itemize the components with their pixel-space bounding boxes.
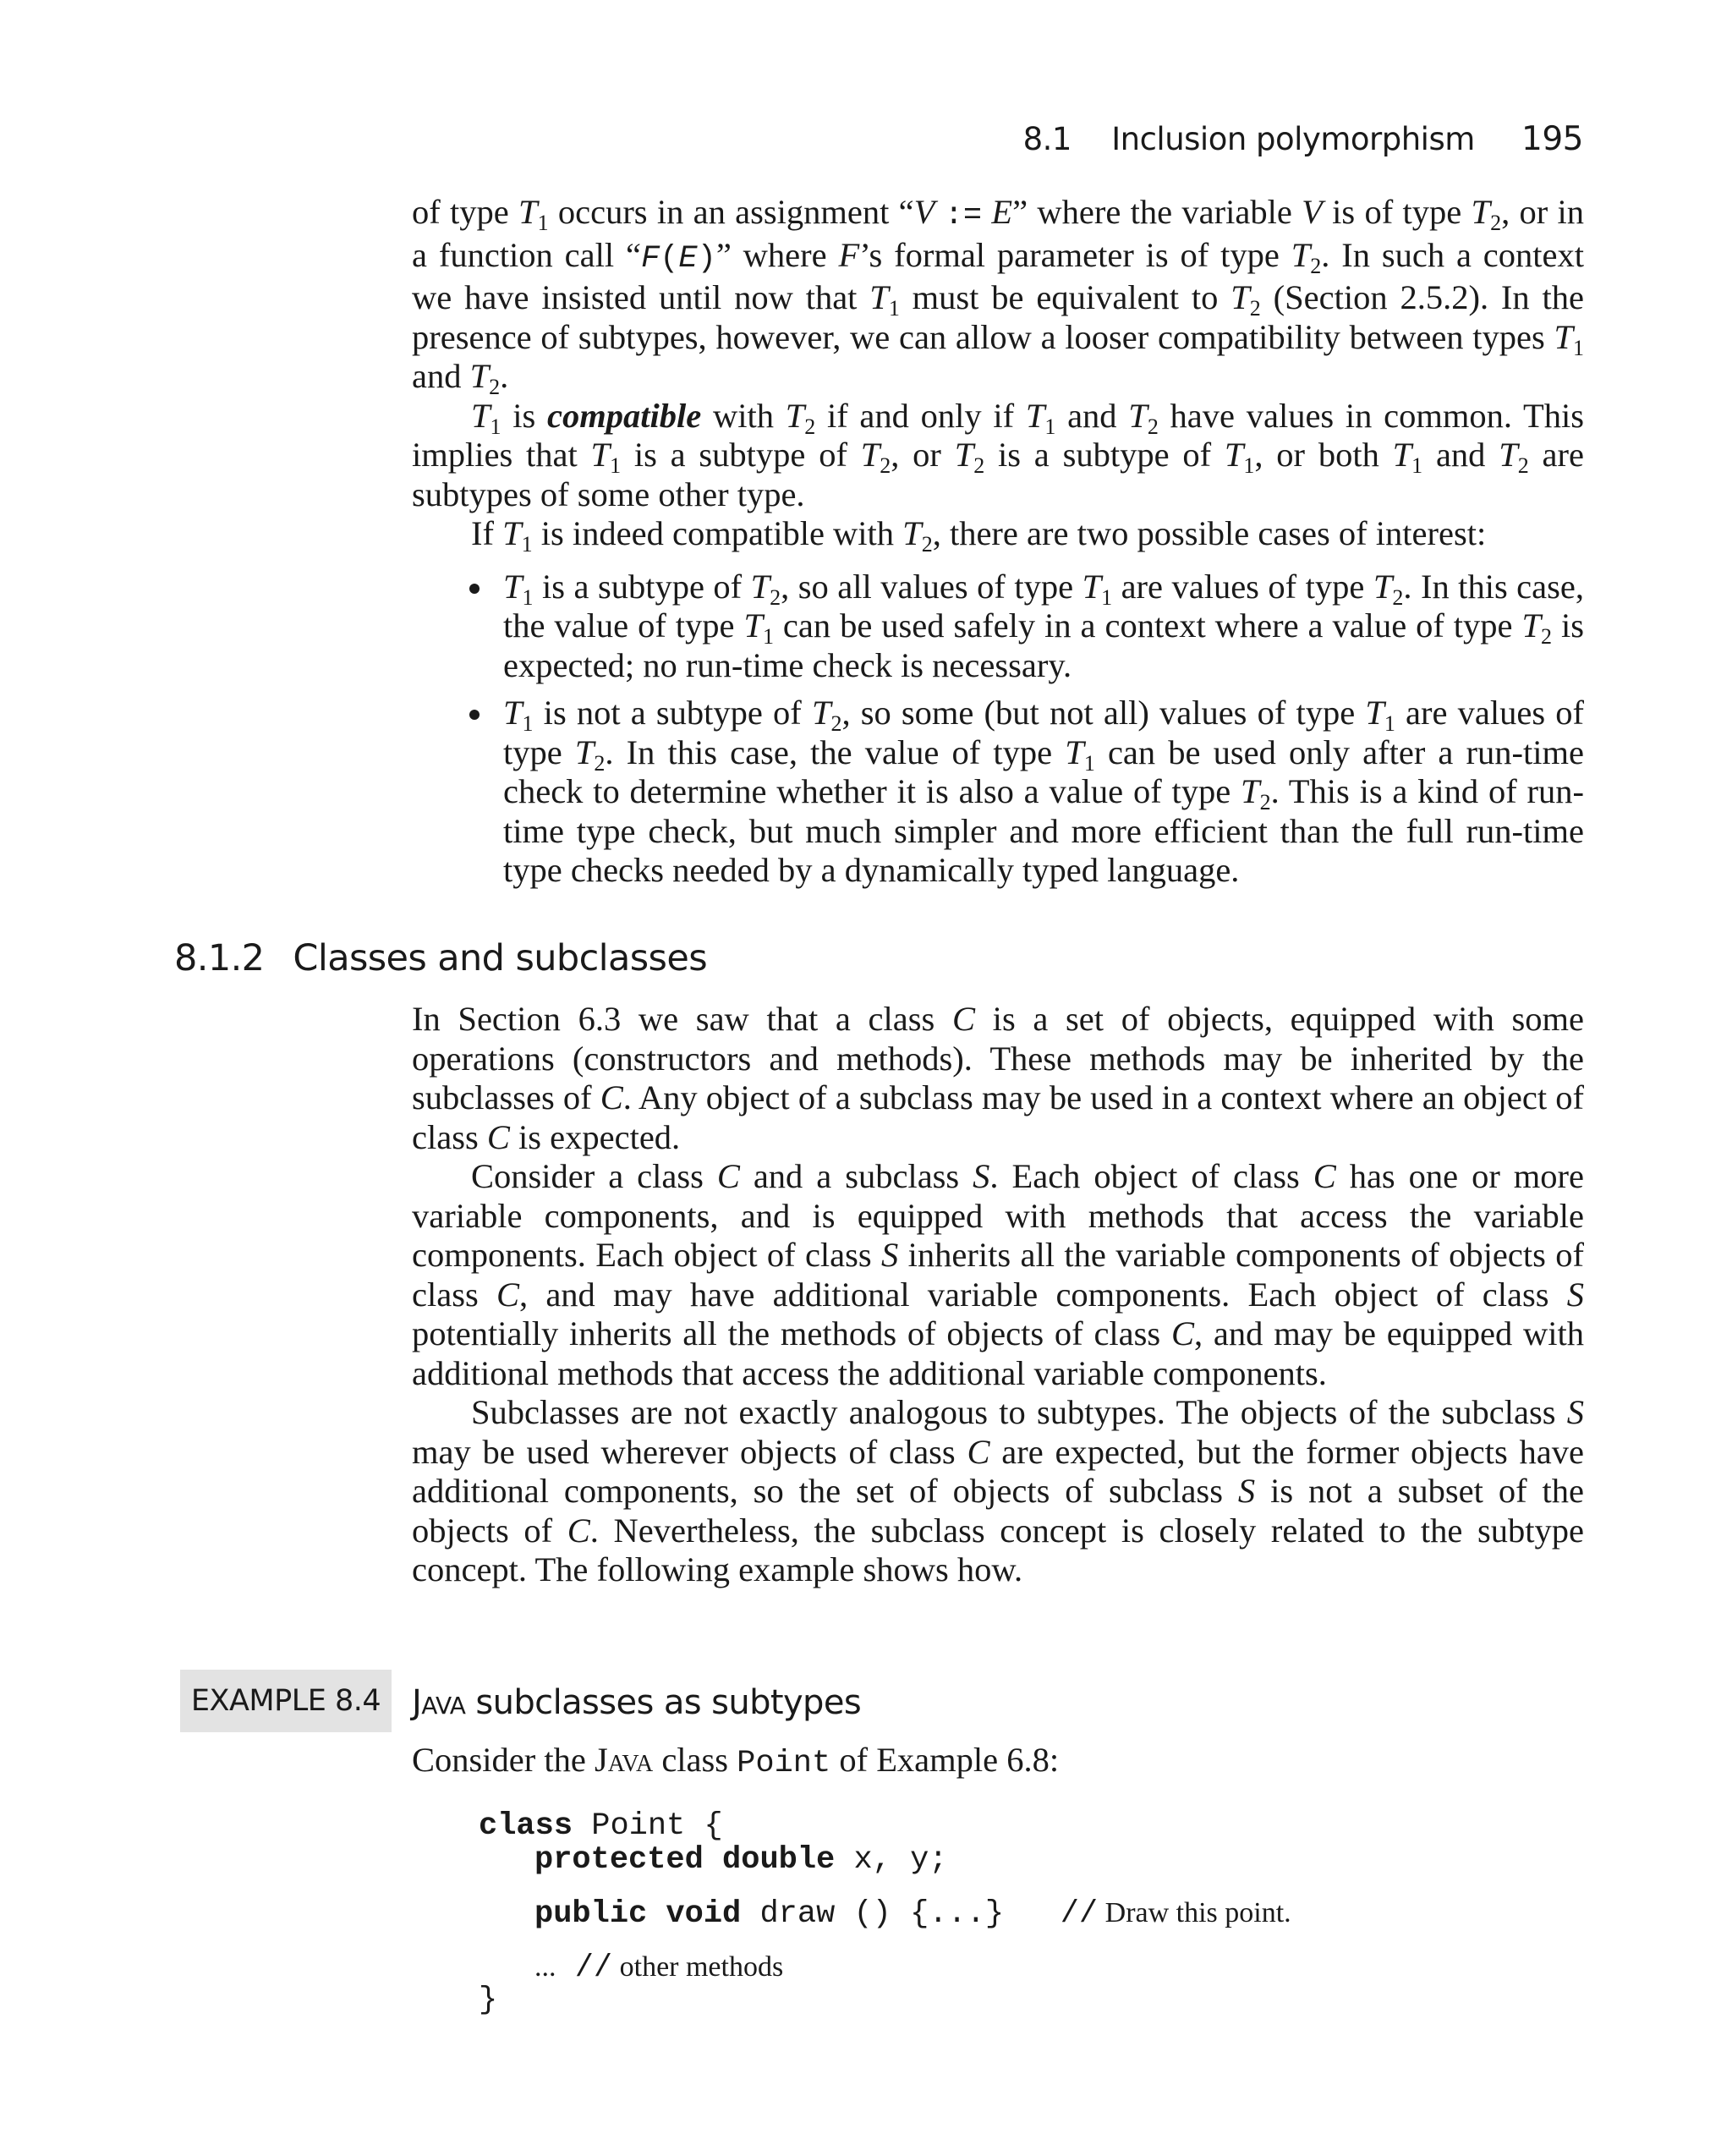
paragraph: In Section 6.3 we saw that a class C is a set of objects, equipped with some operations (constructors and methods). These methods may be inherited by the subclasses of C. Any object of a subclass may be used in a context where an object of class C is expected. xyxy=(412,1000,1584,1156)
code-text: Point { xyxy=(573,1808,723,1844)
paragraph: Consider a class C and a subclass S. Each object of class C has one or more variable components, and is equipped with methods that access the variable components. Each object of class S inherits all the variable components of objects of class C, and may have additional variable components. Each object of class S potentially inherits all the methods of objects of class C, and may be equipped with additional methods that access the additional variable components. xyxy=(412,1157,1585,1392)
code-line-1 xyxy=(479,1808,723,1844)
code-keyword: class xyxy=(479,1808,573,1844)
code-comment: other methods xyxy=(612,1951,784,1983)
bullet-list xyxy=(412,568,1584,891)
list-item: $T_1$ is a subtype of $T_2$, so all values of type $T_1$ are values of type $T_2$. In this case, the value of type $T_1$ can be used safely in a context where a value of type $T_2$ is expected; no run-time check is necessary. xyxy=(412,568,1584,686)
code-keyword: protected double xyxy=(534,1842,836,1878)
subsection-body xyxy=(412,1000,1584,1590)
intro-text: of Example 6.8: xyxy=(830,1741,1060,1779)
code-comment-marker: // xyxy=(1060,1896,1099,1932)
code-comment-marker: // xyxy=(556,1950,613,1986)
code-ellipsis: ... xyxy=(534,1951,556,1983)
running-head-section: 8.1 xyxy=(1022,121,1072,157)
top-text-block xyxy=(412,193,1584,899)
code-text: x, y; xyxy=(835,1842,948,1878)
code-line-2 xyxy=(534,1842,948,1878)
code-keyword: public void xyxy=(534,1896,742,1932)
intro-lang: Java xyxy=(594,1741,654,1779)
paragraph-continuation: of type $T_1$ occurs in an assignment “V := E” where the variable V is of type $T_2$, or in a function call “F(E)” where F’s formal parameter is of type $T_2$. In such a context we have insisted until now that $T_1$ must be equivalent to $T_2$ (Section 2.5.2). In the presence of subtypes, however, we can allow a looser compatibility between types $T_1$ and $T_2$. xyxy=(412,193,1585,399)
paragraph-cases: If $T_1$ is indeed compatible with $T_2$, there are two possible cases of interest: xyxy=(471,514,1487,557)
example-title-rest: subclasses as subtypes xyxy=(465,1683,862,1722)
example-badge: EXAMPLE 8.4 xyxy=(180,1670,392,1732)
subsection-number: 8.1.2 xyxy=(174,937,265,979)
example-intro xyxy=(412,1741,1584,1784)
code-comment: Draw this point. xyxy=(1098,1897,1291,1928)
running-head-title: Inclusion polymorphism xyxy=(1111,121,1475,157)
example-title xyxy=(412,1683,861,1722)
example-title-lang: Java xyxy=(412,1683,466,1722)
paragraph-compatible: $T_1$ is compatible with $T_2$ if and only if $T_1$ and $T_2$ have values in common. This implies that $T_1$ is a subtype of $T_2$, or $T_2$ is a subtype of $T_1$, or both $T_1$ and $T_2$ are subtypes of some other type. xyxy=(412,396,1584,513)
intro-code: Point xyxy=(737,1746,831,1781)
code-line-4 xyxy=(534,1950,783,1986)
subsection-title: Classes and subclasses xyxy=(293,937,707,979)
intro-text: class xyxy=(653,1741,737,1779)
bullet-icon xyxy=(469,584,480,594)
subsection-heading xyxy=(174,937,707,979)
bullet-icon xyxy=(469,710,480,720)
running-head xyxy=(1023,120,1583,158)
list-item: $T_1$ is not a subtype of $T_2$, so some (but not all) values of type $T_1$ are values of type $T_2$. In this case, the value of type $T_1$ can be used only after a run-time check to determine whether it is also a value of type $T_2$. This is a kind of run-time type check, but much simpler and more efficient than the full run-time type checks needed by a dynamically typed language. xyxy=(412,694,1584,891)
page-number: 195 xyxy=(1521,120,1583,158)
code-line-5: } xyxy=(479,1983,498,2018)
intro-text: Consider the xyxy=(412,1741,595,1779)
code-text: draw () {...} xyxy=(741,1896,1061,1932)
paragraph: Subclasses are not exactly analogous to subtypes. The objects of the subclass S may be used wherever objects of class C are expected, but the former objects have additional components, so the set of objects of subclass S is not a subset of the objects of C. Nevertheless, the subclass concept is closely related to the subtype concept. The following example shows how. xyxy=(412,1393,1584,1588)
code-line-3 xyxy=(534,1896,1291,1932)
